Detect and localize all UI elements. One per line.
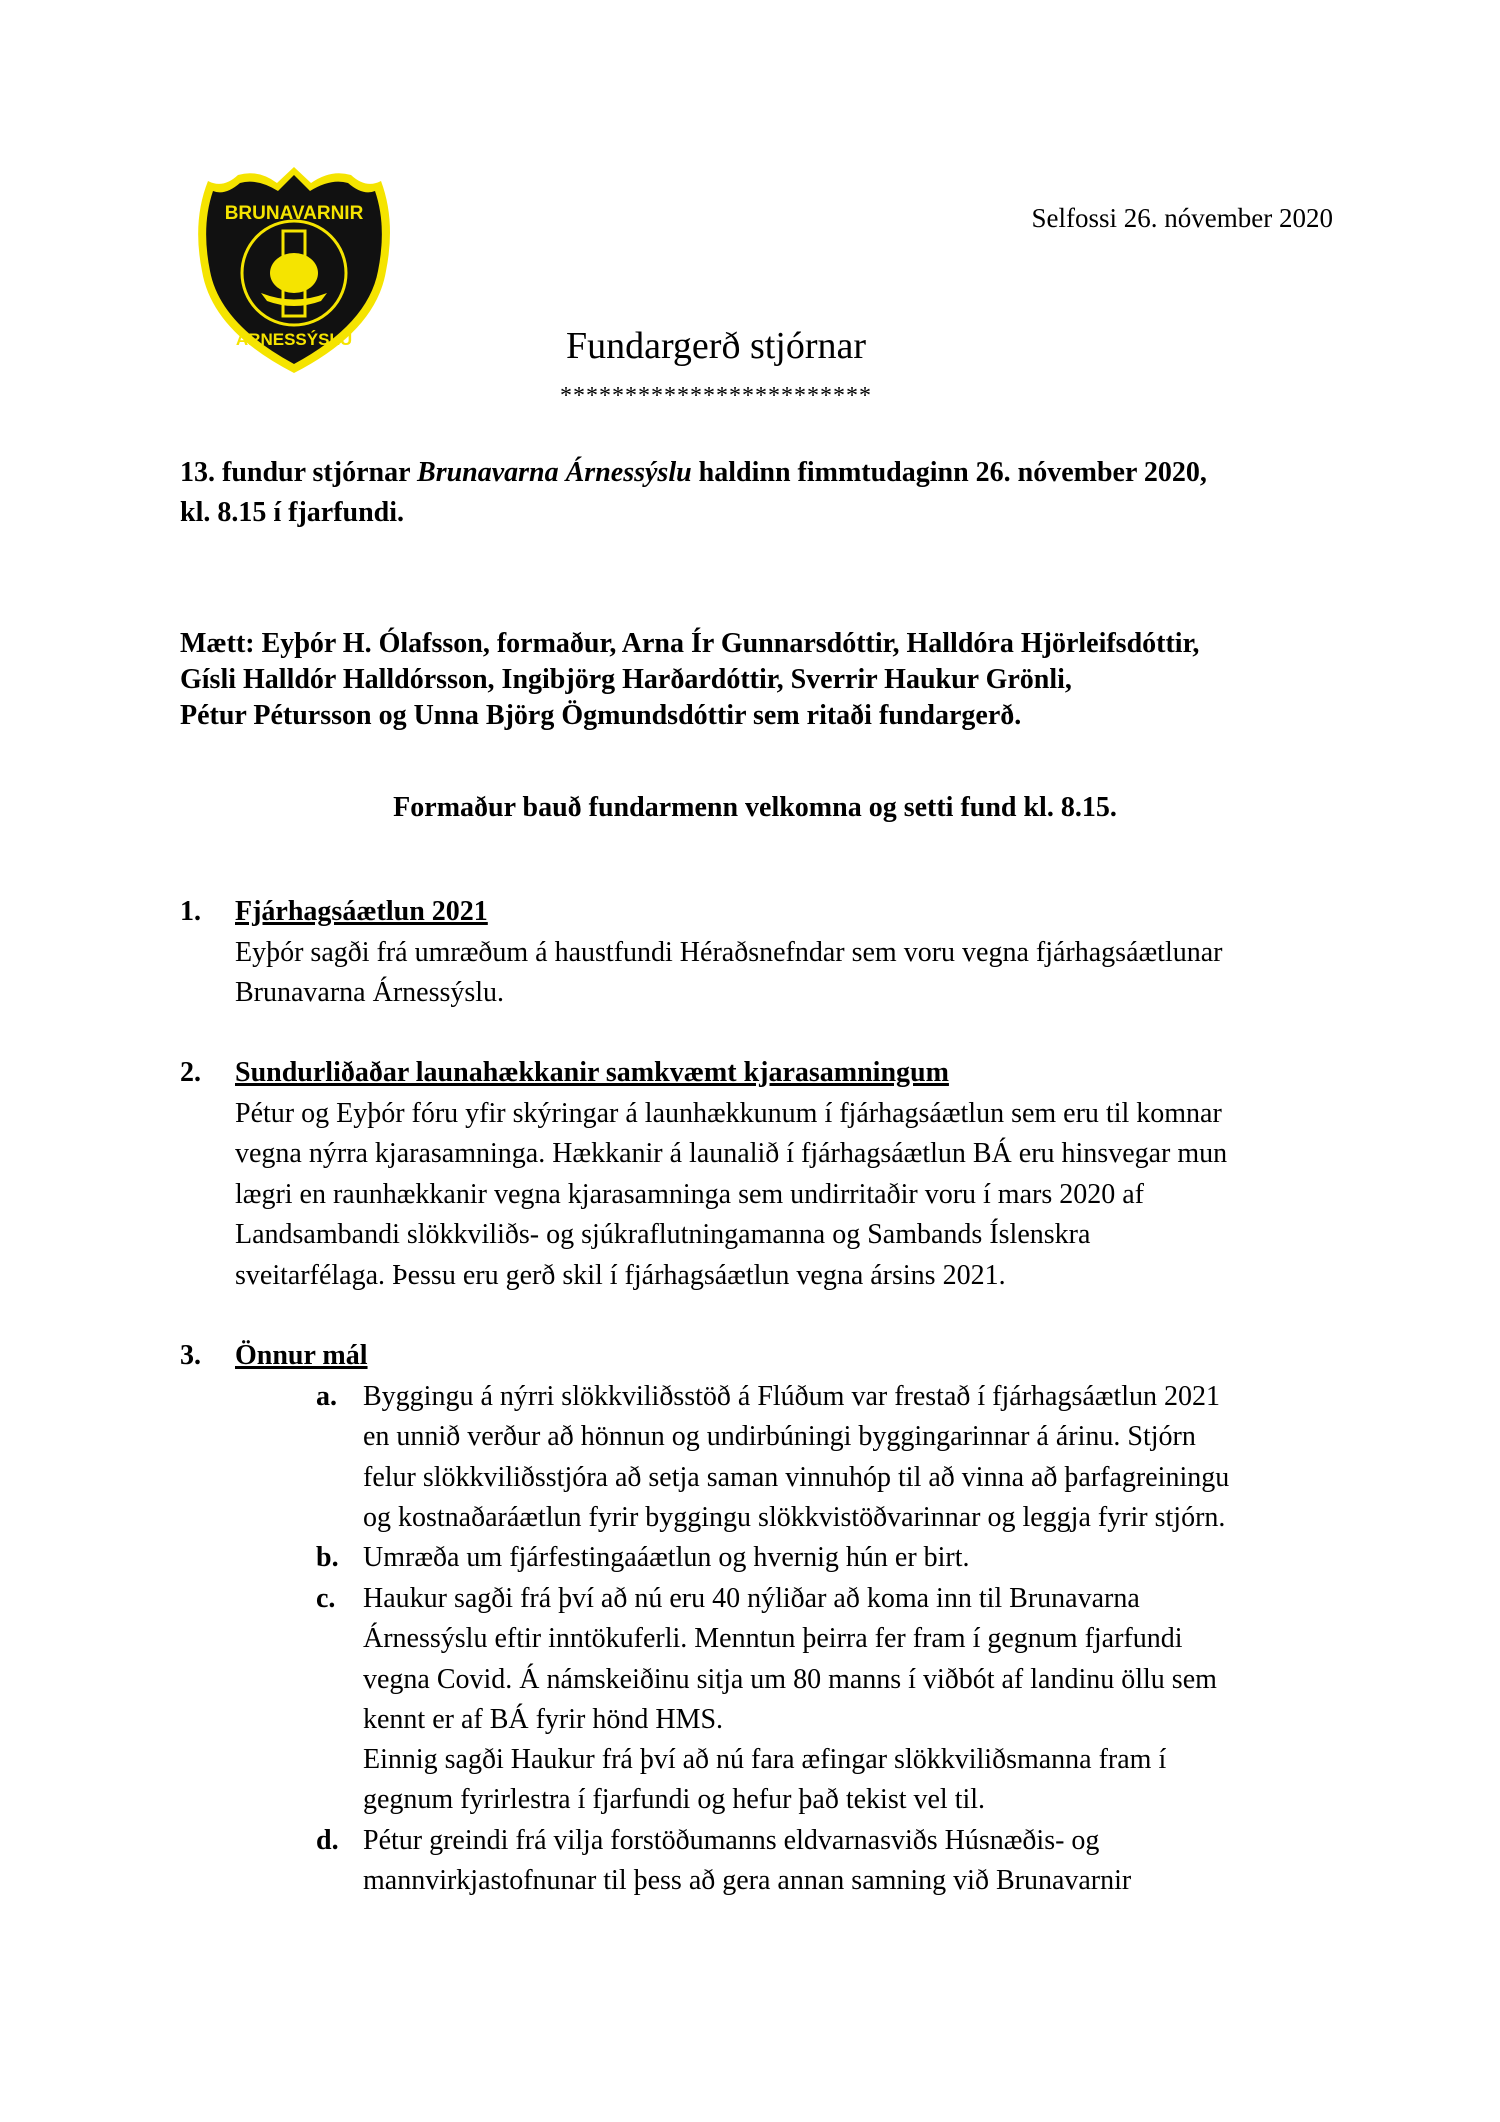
intro-line2: kl. 8.15 í fjarfundi.	[180, 497, 405, 528]
item-number: 3.	[180, 1340, 201, 1371]
item-heading: Fjárhagsáætlun 2021	[235, 896, 488, 927]
subitem-text: felur slökkviliðsstjóra að setja saman vinnuhóp til að vinna að þarfagreiningu	[363, 1462, 1230, 1493]
attendance-line: Gísli Halldór Halldórsson, Ingibjörg Harðardóttir, Sverrir Haukur Grönli,	[180, 664, 1072, 695]
document-title: Fundargerð stjórnar	[565, 325, 867, 367]
item-text: Brunavarna Árnessýslu.	[235, 977, 505, 1008]
item-text: Landsambandi slökkviliðs- og sjúkraflutningamanna og Sambands Íslenskra	[235, 1219, 1091, 1250]
welcome-statement: Formaður bauð fundarmenn velkomna og setti fund kl. 8.15.	[393, 792, 1117, 823]
subitem-text: gegnum fyrirlestra í fjarfundi og hefur það tekist vel til.	[363, 1784, 986, 1815]
subitem-text: en unnið verður að hönnun og undirbúningi byggingarinnar á árinu. Stjórn	[363, 1421, 1196, 1452]
subitem-text: Árnessýslu eftir inntökuferli. Menntun þeirra fer fram í gegnum fjarfundi	[363, 1623, 1183, 1654]
attendance	[180, 626, 1199, 734]
title-divider-stars: ************************	[560, 383, 872, 409]
item-text: Eyþór sagði frá umræðum á haustfundi Héraðsnefndar sem voru vegna fjárhagsáætlunar	[235, 937, 1223, 968]
intro-org: Brunavarna Árnessýslu	[417, 457, 692, 488]
attendance-line: Pétur Pétursson og Unna Björg Ögmundsdóttir sem ritaði fundargerð.	[180, 700, 1022, 731]
subitem-label: d.	[316, 1825, 339, 1856]
item-number: 1.	[180, 896, 201, 927]
subitem-text: Byggingu á nýrri slökkviliðsstöð á Flúðum var frestað í fjárhagsáætlun 2021	[363, 1381, 1221, 1412]
subitem-text: og kostnaðaráætlun fyrir byggingu slökkvistöðvarinnar og leggja fyrir stjórn.	[363, 1502, 1226, 1533]
item-text: Pétur og Eyþór fóru yfir skýringar á launhækkunum í fjárhagsáætlun sem eru til komnar	[235, 1098, 1222, 1129]
subitem-text: Umræða um fjárfestingaáætlun og hvernig hún er birt.	[363, 1542, 970, 1573]
svg-text:ÁRNESSÝSLU: ÁRNESSÝSLU	[235, 330, 353, 349]
item-heading: Sundurliðaðar launahækkanir samkvæmt kjarasamningum	[235, 1057, 949, 1088]
subitem-text: vegna Covid. Á námskeiðinu sitja um 80 manns í viðbót af landinu öllu sem	[363, 1664, 1217, 1695]
item-heading: Önnur mál	[235, 1340, 368, 1371]
subitem-text: Pétur greindi frá vilja forstöðumanns eldvarnasviðs Húsnæðis- og	[363, 1825, 1100, 1856]
subitem-text: mannvirkjastofnunar til þess að gera annan samning við Brunavarnir	[363, 1865, 1132, 1896]
attendance-line: Mætt: Eyþór H. Ólafsson, formaður, Arna Ír Gunnarsdóttir, Halldóra Hjörleifsdóttir,	[180, 628, 1200, 659]
intro-part2: haldinn fimmtudaginn 26. nóvember 2020,	[691, 457, 1207, 488]
item-number: 2.	[180, 1057, 201, 1088]
subitem-label: c.	[316, 1583, 336, 1614]
intro-part1: 13. fundur stjórnar	[180, 457, 418, 488]
svg-text:BRUNAVARNIR: BRUNAVARNIR	[224, 203, 364, 224]
subitem-text: Einnig sagði Haukur frá því að nú fara æfingar slökkviliðsmanna fram í	[363, 1744, 1167, 1775]
subitem-label: a.	[316, 1381, 337, 1412]
subitem-label: b.	[316, 1542, 339, 1573]
meeting-intro	[180, 453, 1207, 533]
subitem-text: Haukur sagði frá því að nú eru 40 nýliðar að koma inn til Brunavarna	[363, 1583, 1140, 1614]
item-text: vegna nýrra kjarasamninga. Hækkanir á launalið í fjárhagsáætlun BÁ eru hinsvegar mun	[235, 1138, 1228, 1169]
item-text: sveitarfélaga. Þessu eru gerð skil í fjárhagsáætlun vegna ársins 2021.	[235, 1260, 1006, 1291]
subitem-text: kennt er af BÁ fyrir hönd HMS.	[363, 1704, 724, 1735]
item-text: lægri en raunhækkanir vegna kjarasamninga sem undirritaðir voru í mars 2020 af	[235, 1179, 1144, 1210]
document-date: Selfossi 26. nóvember 2020	[1031, 203, 1333, 233]
